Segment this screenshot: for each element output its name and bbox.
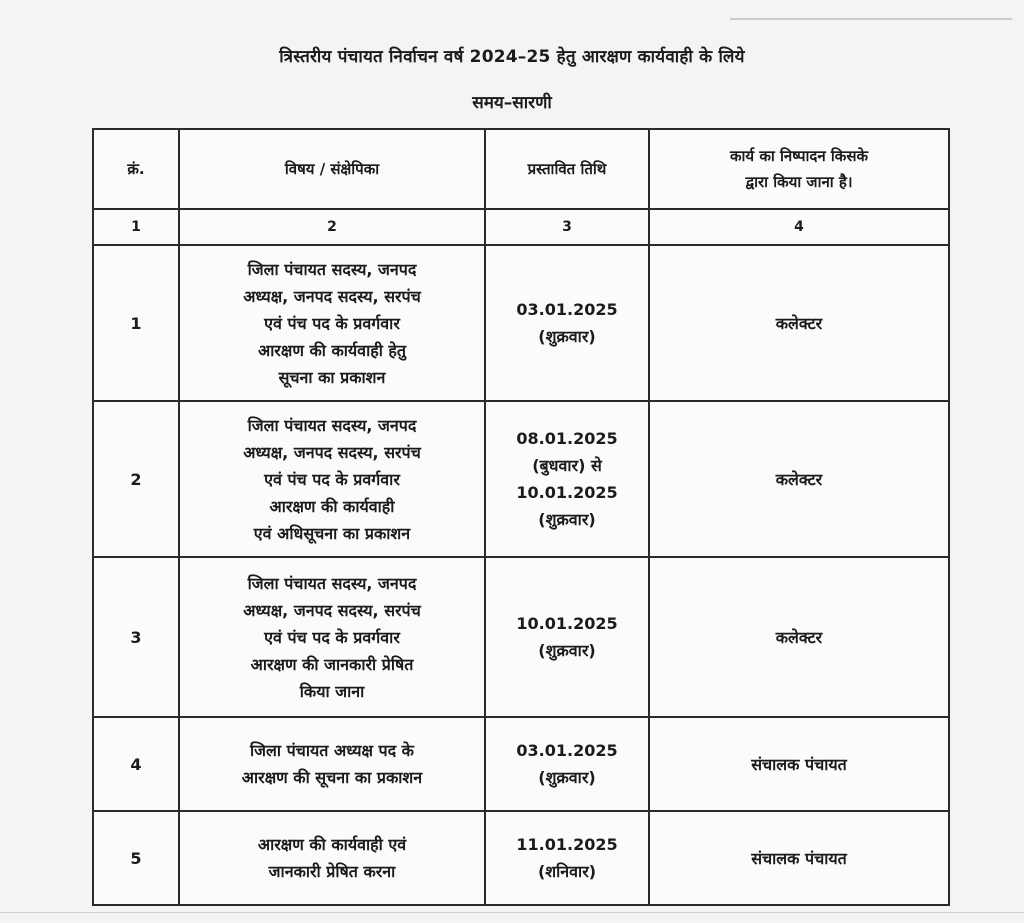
- top-edge-line: [730, 18, 1012, 20]
- row-date: 03.01.2025 (शुक्रवार): [485, 245, 649, 401]
- row-executed-by: संचालक पंचायत: [649, 811, 949, 905]
- row-date: 10.01.2025 (शुक्रवार): [485, 557, 649, 717]
- row-serial: 1: [93, 245, 179, 401]
- row-date: 11.01.2025 (शनिवार): [485, 811, 649, 905]
- row-serial: 5: [93, 811, 179, 905]
- row-executed-by: कलेक्टर: [649, 245, 949, 401]
- row-executed-by: कलेक्टर: [649, 401, 949, 557]
- table-row: [93, 401, 949, 557]
- column-number-row: [93, 209, 949, 245]
- column-number: 2: [179, 209, 485, 245]
- table-row: [93, 811, 949, 905]
- row-subject: जिला पंचायत सदस्य, जनपद अध्यक्ष, जनपद सदस्य, सरपंच एवं पंच पद के प्रवर्गवार आरक्षण की कार्यवाही एवं अधिसूचना का प्रकाशन: [179, 401, 485, 557]
- header-subject: विषय / संक्षेपिका: [179, 129, 485, 209]
- row-subject: जिला पंचायत अध्यक्ष पद के आरक्षण की सूचना का प्रकाशन: [179, 717, 485, 811]
- table-row: [93, 245, 949, 401]
- row-serial: 3: [93, 557, 179, 717]
- column-number: 4: [649, 209, 949, 245]
- row-subject: जिला पंचायत सदस्य, जनपद अध्यक्ष, जनपद सदस्य, सरपंच एवं पंच पद के प्रवर्गवार आरक्षण की जानकारी प्रेषित किया जाना: [179, 557, 485, 717]
- bottom-edge-line: [0, 912, 1024, 913]
- document-subtitle: समय–सारणी: [472, 93, 552, 113]
- schedule-table: [92, 128, 950, 906]
- row-executed-by: कलेक्टर: [649, 557, 949, 717]
- row-subject: आरक्षण की कार्यवाही एवं जानकारी प्रेषित करना: [179, 811, 485, 905]
- column-number: 3: [485, 209, 649, 245]
- table-header-row: [93, 129, 949, 209]
- row-subject: जिला पंचायत सदस्य, जनपद अध्यक्ष, जनपद सदस्य, सरपंच एवं पंच पद के प्रवर्गवार आरक्षण की कार्यवाही हेतु सूचना का प्रकाशन: [179, 245, 485, 401]
- row-date: 03.01.2025 (शुक्रवार): [485, 717, 649, 811]
- document-title: त्रिस्तरीय पंचायत निर्वाचन वर्ष 2024–25 हेतु आरक्षण कार्यवाही के लिये: [279, 47, 745, 67]
- table-row: [93, 717, 949, 811]
- header-serial: क्रं.: [93, 129, 179, 209]
- row-executed-by: संचालक पंचायत: [649, 717, 949, 811]
- row-serial: 4: [93, 717, 179, 811]
- header-proposed-date: प्रस्तावित तिथि: [485, 129, 649, 209]
- row-serial: 2: [93, 401, 179, 557]
- row-date: 08.01.2025 (बुधवार) से 10.01.2025 (शुक्रवार): [485, 401, 649, 557]
- table-row: [93, 557, 949, 717]
- column-number: 1: [93, 209, 179, 245]
- header-executed-by: कार्य का निष्पादन किसके द्वारा किया जाना है।: [649, 129, 949, 209]
